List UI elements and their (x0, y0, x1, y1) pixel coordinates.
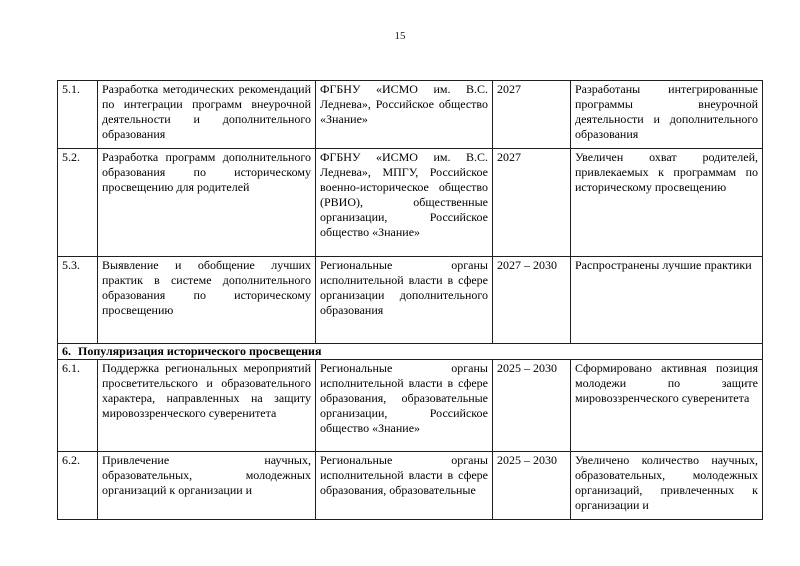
section-title: Популяризация исторического просвещения (78, 344, 322, 358)
responsible-cell: Региональные органы исполнительной власти в сфере образования, образовательные организации, Российское общество «Знание» (316, 360, 493, 452)
task-cell: Привлечение научных, образовательных, молодежных организаций к организации и (98, 452, 316, 520)
result-cell: Разработаны интегрированные программы внеурочной деятельности и дополнительного образования (571, 81, 763, 149)
section-number: 6. (62, 344, 71, 358)
timeline-cell: 2027 (493, 81, 571, 149)
timeline-cell: 2025 – 2030 (493, 452, 571, 520)
task-cell: Выявление и обобщение лучших практик в системе дополнительного образования по историческому просвещению (98, 257, 316, 344)
task-cell: Поддержка региональных мероприятий просветительского и образовательного характера, направленных на защиту мировоззренческого суверенитета (98, 360, 316, 452)
action-plan-table (57, 80, 763, 520)
table-row (58, 257, 763, 344)
result-cell: Увеличен охват родителей, привлекаемых к программам по историческому просвещению (571, 149, 763, 257)
table-row (58, 452, 763, 520)
page-number: 15 (394, 30, 406, 42)
timeline-cell: 2025 – 2030 (493, 360, 571, 452)
section-header-row (58, 344, 763, 360)
responsible-cell: ФГБНУ «ИСМО им. В.С. Леднева», МПГУ, Российское военно-историческое общество (РВИО), общественные организации, Российское общество «Знание» (316, 149, 493, 257)
table-row (58, 149, 763, 257)
result-cell: Распространены лучшие практики (571, 257, 763, 344)
row-number-cell: 5.1. (58, 81, 98, 149)
task-cell: Разработка программ дополнительного образования по историческому просвещению для родителей (98, 149, 316, 257)
result-cell: Увеличено количество научных, образовательных, молодежных организаций, привлеченных к организации и (571, 452, 763, 520)
timeline-cell: 2027 (493, 149, 571, 257)
row-number-cell: 5.3. (58, 257, 98, 344)
section-header-cell (58, 344, 763, 360)
row-number-cell: 6.2. (58, 452, 98, 520)
table-row (58, 81, 763, 149)
table-row (58, 360, 763, 452)
responsible-cell: Региональные органы исполнительной власти в сфере образования, образовательные (316, 452, 493, 520)
timeline-cell: 2027 – 2030 (493, 257, 571, 344)
row-number-cell: 6.1. (58, 360, 98, 452)
task-cell: Разработка методических рекомендаций по интеграции программ внеурочной деятельности и дополнительного образования (98, 81, 316, 149)
row-number-cell: 5.2. (58, 149, 98, 257)
responsible-cell: Региональные органы исполнительной власти в сфере организации дополнительного образования (316, 257, 493, 344)
responsible-cell: ФГБНУ «ИСМО им. В.С. Леднева», Российское общество «Знание» (316, 81, 493, 149)
result-cell: Сформировано активная позиция молодежи по защите мировоззренческого суверенитета (571, 360, 763, 452)
